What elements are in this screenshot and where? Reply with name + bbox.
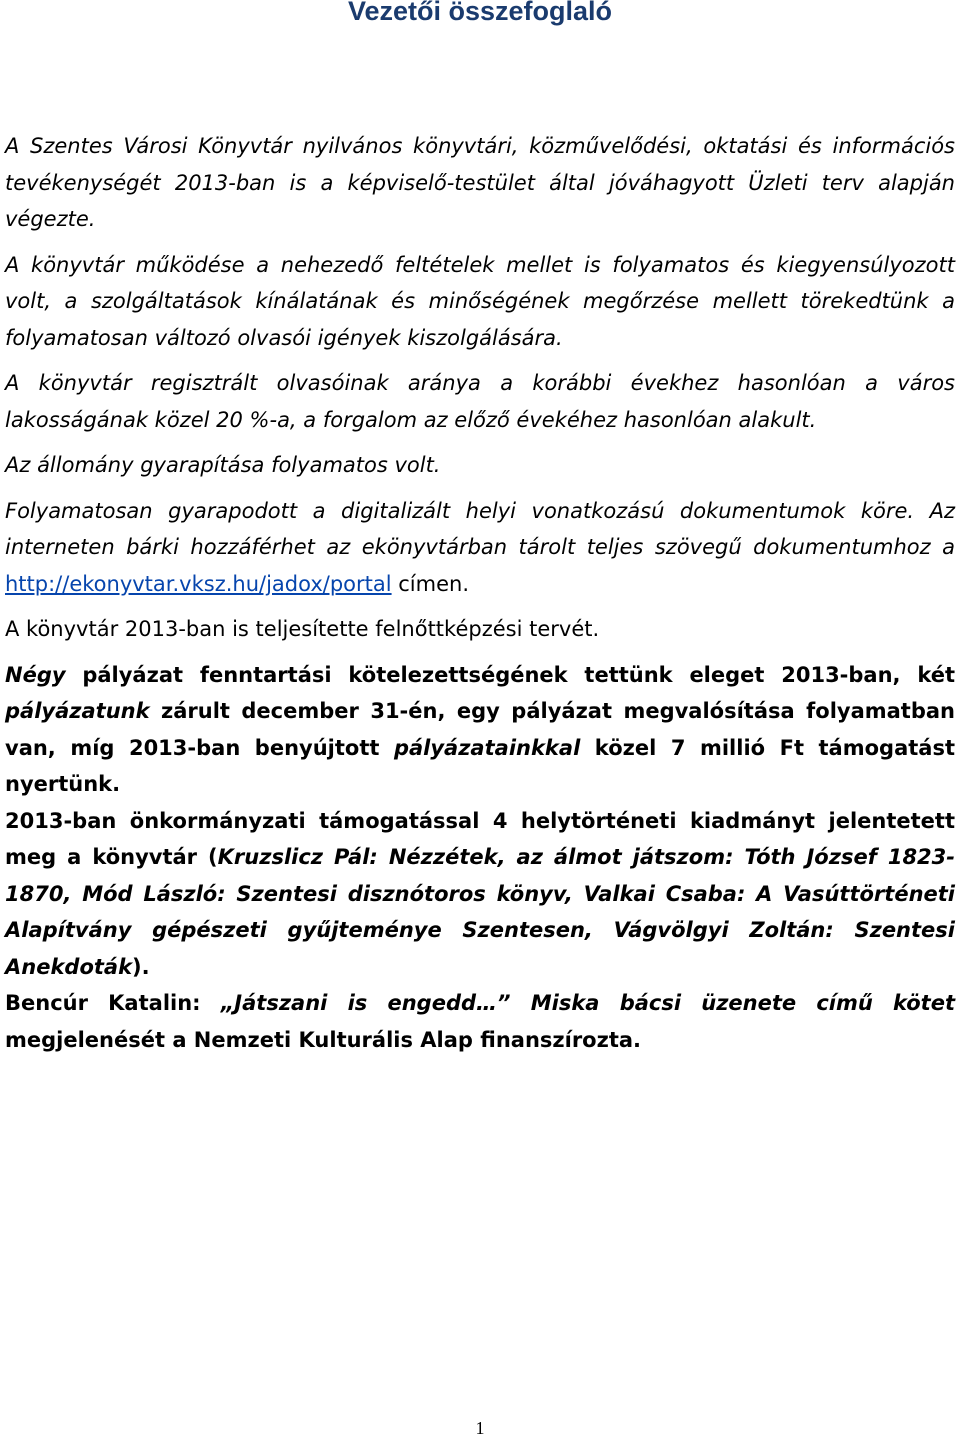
paragraph-digitalization [5,493,955,603]
paragraph-adult-education: A könyvtár 2013-ban is teljesítette felnőttképzési tervét. [5,617,600,641]
digitalization-tail: címen. [391,571,469,596]
nka-text: megjelenését a Nemzeti Kulturális Alap finanszírozta. [5,1027,642,1052]
paragraph-operation: A könyvtár működése a nehezedő feltételek mellet is folyamatos és kiegyensúlyozott volt, a szolgáltatások kínálatának és minőségének megőrzése mellett törekedtünk a folyamatosan változó olvasói igények kiszolgálására. [5,252,955,350]
grants-word-3: pályázatainkkal [393,735,581,760]
grants-text-1: pályázat fenntartási kötelezettségének tettünk eleget 2013-ban, két [65,662,955,687]
grants-text-2: zárult december 31-én, egy pályázat megvalósítása folyamatban van, míg 2013-ban benyújtott [5,699,955,760]
page-number: 1 [475,1418,485,1438]
nka-author: Bencúr Katalin: [5,991,221,1015]
grants-text-3: közel 7 millió Ft támogatást nyertünk. [5,735,955,796]
publications-list: Kruzslicz Pál: Nézzétek, az álmot játszom: Tóth József 1823-1870, Mód László: Szentesi disznótoros könyv, Valkai Csaba: A Vasúttörténeti Alapítvány gépészeti gyűjteménye Szentesen, Vágvölgyi Zoltán: Szentesi Anekdoták [5,845,955,979]
paragraph-collection: Az állomány gyarapítása folyamatos volt. [5,453,441,477]
paragraph-intro: A Szentes Városi Könyvtár nyilvános könyvtári, közművelődési, oktatási és információs tevékenységét 2013-ban is a képviselő-testület által jóváhagyott Üzleti terv alapján végezte. [5,134,955,231]
summary-body [5,128,955,1058]
digitalization-text: Folyamatosan gyarapodott a digitalizált helyi vonatkozású dokumentumok köre. Az interneten bárki hozzáférhet az ekönyvtárban tárolt teljes szövegű dokumentumhoz a [5,498,955,559]
page-title: Vezetői összefoglaló [347,0,613,26]
paragraph-readers: A könyvtár regisztrált olvasóinak aránya a korábbi évekhez hasonlóan a város lakosságának közel 20 %-a, a forgalom az előző évekéhez hasonlóan alakult. [5,371,955,432]
publications-close: ). [132,954,150,979]
portal-link[interactable]: http://ekonyvtar.vksz.hu/jadox/portal [5,571,392,596]
nka-book-title: „Játszani is engedd…” Miska bácsi üzenete című kötet [220,991,955,1015]
paragraph-grants [5,657,955,803]
publications-lead: 2013-ban önkormányzati támogatással 4 helytörténeti kiadmányt jelentetett meg a könyvtár ( [5,808,955,869]
paragraph-nka [5,985,955,1058]
grants-word-2: pályázatunk [5,699,150,723]
paragraph-publications [5,803,955,986]
grants-word-1: Négy [5,662,66,687]
